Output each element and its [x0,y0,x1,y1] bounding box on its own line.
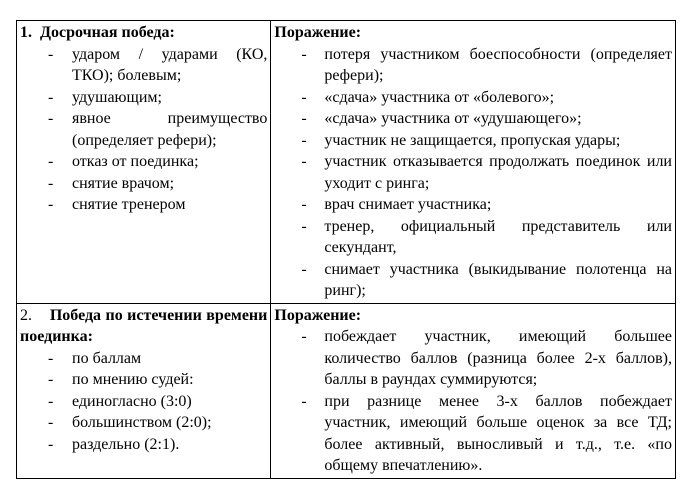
list-item: - ударом / ударами (КО, ТКО); болевым; [48,45,268,84]
early-victory-heading [20,22,267,44]
list-item: - по баллам [48,349,142,367]
early-victory-cell [17,21,271,304]
time-defeat-heading: Поражение: [274,306,362,324]
list-item: - потеря участником боеспособности (определяет рефери); [301,45,672,84]
early-victory-number: 1. [20,24,32,41]
list-item: - участник не защищается, пропуская удары; [301,131,621,149]
early-victory-list [20,44,267,216]
time-victory-list [20,348,267,456]
table-row-time-victory [17,303,676,478]
time-victory-title: Победа по истечении времени поединка: [20,306,268,345]
list-item: - отказ от поединка; [48,153,199,170]
list-item: - большинством (2:0); [48,414,212,431]
time-defeat-cell [271,303,676,478]
list-item: - побеждает участник, имеющий большее количество баллов (разница более 2-х баллов), баллы в раундах суммируются; [301,328,672,388]
list-item: - снятие врачом; [48,174,175,192]
early-defeat-heading: Поражение: [274,24,362,41]
list-item: - раздельно (2:1). [48,435,180,453]
time-defeat-list [274,326,672,477]
early-defeat-cell [271,21,676,304]
list-item: - «сдача» участника от «болевого»; [301,88,555,106]
list-item: - снятие тренером [48,196,186,213]
early-victory-title: Досрочная победа: [40,24,175,41]
list-item: - по мнению судей: [48,371,194,388]
list-item: - снимает участника (выкидывание полотенца на ринг); [301,260,672,299]
list-item: - единогласно (3:0) [48,392,192,410]
time-victory-number: 2. [20,306,32,324]
early-defeat-list [274,44,672,302]
list-item: - «сдача» участника от «удушающего»; [301,110,582,127]
rules-table [16,20,676,479]
list-item: - тренер, официальный представитель или секундант, [301,217,672,256]
time-victory-cell [17,303,271,478]
list-item: - явное преимущество (определяет рефери); [48,110,268,149]
list-item: - при разнице менее 3-х баллов побеждает участник, имеющий больше оценок за все ТД; более активный, выносливый и т.д., т.е. «по общему впечатлению». [301,392,672,474]
list-item: - врач снимает участника; [301,196,492,213]
time-victory-heading [20,305,267,348]
table-row-early-victory [17,21,676,304]
list-item: - удушающим; [48,88,162,106]
list-item: - участник отказывается продолжать поединок или уходит с ринга; [301,153,672,192]
